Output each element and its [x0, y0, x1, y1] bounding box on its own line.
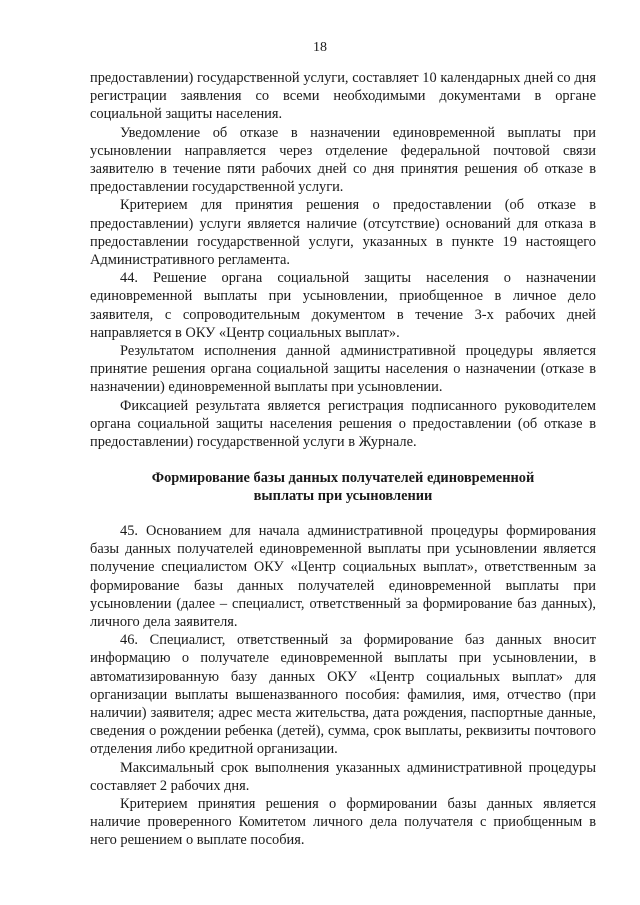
paragraph-44: 44. Решение органа социальной защиты населения о назначении единовременной выплаты при усыновлении, приобщенное в личное дело заявителя, с сопроводительным документом в течение 3-х рабочих дней направляется в ОКУ «Центр социальных выплат».: [90, 270, 596, 341]
paragraph-procedure-result: Результатом исполнения данной административной процедуры является принятие решения органа социальной защиты населения о назначении (отказе в назначении) единовременной выплаты при усыновлении.: [90, 343, 596, 396]
paragraph-max-term: Максимальный срок выполнения указанных административной процедуры составляет 2 рабочих дня.: [90, 759, 596, 794]
section-heading: [90, 469, 596, 505]
page-number: 18: [313, 40, 327, 55]
paragraph-continuation: предоставлении) государственной услуги, составляет 10 календарных дней со дня регистрации заявления со всеми необходимыми документами в органе социальной защиты населения.: [90, 70, 596, 123]
section-2-text: [90, 522, 596, 850]
paragraph-decision-criterion: Критерием для принятия решения о предоставлении (об отказе в предоставлении) услуги является наличие (отсутствие) оснований для отказа в предоставлении государственной услуги, указанных в пункте 19 настоящего Административного регламента.: [90, 197, 596, 269]
section-1-text: [90, 69, 596, 451]
section-heading-line-2: выплаты при усыновлении: [253, 488, 433, 505]
paragraph-46: 46. Специалист, ответственный за формирование баз данных вносит информацию о получателе единовременной выплаты при усыновлении, в автоматизированную базу данных ОКУ «Центр социальных выплат» для организации выплаты вышеназванного пособия: фамилия, имя, отчество (при наличии) заявителя; адрес места жительства, дата рождения, паспортные данные, сведения о рождении ребенка (детей), сумма, срок выплаты, реквизиты почтового отделения либо кредитной организации.: [90, 632, 596, 758]
paragraph-refusal-notice: Уведомление об отказе в назначении единовременной выплаты при усыновлении направляется через отделение федеральной почтовой связи заявителю в течение пяти рабочих дней со дня принятия решения об отказе в предоставлении государственной услуги.: [90, 124, 596, 196]
paragraph-database-criterion: Критерием принятия решения о формировании базы данных является наличие проверенного Комитетом личного дела получателя с приобщенным в него решением о выплате пособия.: [90, 796, 596, 849]
paragraph-45: 45. Основанием для начала административной процедуры формирования базы данных получателей единовременной выплаты при усыновлении является получение специалистом ОКУ «Центр социальных выплат», ответственным за формирование базы данных получателей единовременной выплаты при усыновлении (далее – специалист, ответственный за формирование баз данных), личного дела заявителя.: [90, 523, 596, 631]
paragraph-result-fixation: Фиксацией результата является регистрация подписанного руководителем органа социальной защиты населения решения о предоставлении (об отказе в предоставлении) государственной услуги в Журнале.: [90, 397, 596, 451]
section-heading-line-1: Формирование базы данных получателей единовременной: [151, 470, 535, 486]
